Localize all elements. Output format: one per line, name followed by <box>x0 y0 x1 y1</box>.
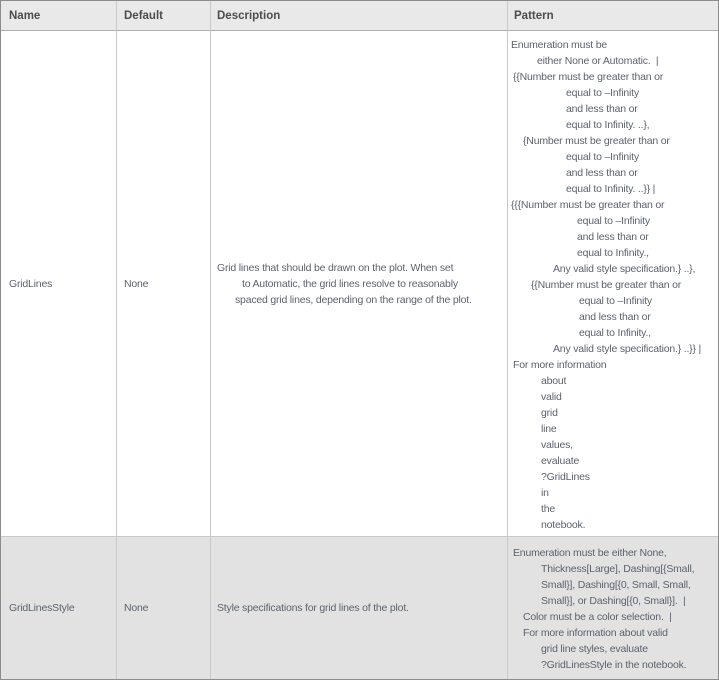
text-line: Grid lines that should be drawn on the plot. When set <box>217 261 454 274</box>
text-line: Small}], Dashing[{0, Small, Small, <box>541 579 691 591</box>
row-gridlinesstyle-pattern-cell <box>507 536 719 679</box>
option-description <box>217 260 507 308</box>
text-line: Thickness[Large], Dashing[{Small, <box>541 563 695 575</box>
text-line: notebook. <box>541 519 586 531</box>
text-line: ?GridLines <box>541 471 590 483</box>
text-line: equal to Infinity. ..}} | <box>566 183 656 195</box>
text-line: about <box>541 375 567 387</box>
column-header-default-label: Default <box>124 9 163 22</box>
text-line: Enumeration must be <box>511 39 608 51</box>
text-line: and less than or <box>566 167 638 179</box>
option-name: GridLines <box>9 277 53 290</box>
text-line: line <box>541 423 557 435</box>
option-pattern <box>511 545 715 673</box>
column-header-pattern <box>507 1 719 31</box>
row-gridlinesstyle-description-cell <box>210 536 507 679</box>
row-gridlinesstyle-default-cell <box>116 536 210 679</box>
text-line: equal to –Infinity <box>579 295 652 307</box>
text-line: equal to –Infinity <box>566 87 639 99</box>
row-gridlines-description-cell <box>210 31 507 536</box>
column-header-description-label: Description <box>217 9 281 22</box>
option-pattern <box>511 37 715 533</box>
text-line: equal to Infinity., <box>579 327 651 339</box>
text-line: {{Number must be greater than or <box>531 279 682 291</box>
text-line: evaluate <box>541 455 580 467</box>
column-header-pattern-label: Pattern <box>514 9 554 22</box>
text-line: For more information about valid <box>523 627 668 639</box>
column-header-default <box>116 1 210 31</box>
option-description <box>217 600 507 616</box>
text-line: Any valid style specification.} ..}, <box>553 263 696 275</box>
text-line: spaced grid lines, depending on the range of the plot. <box>235 293 472 306</box>
option-default-value: None <box>124 602 149 614</box>
text-line: the <box>541 503 555 515</box>
text-line: either None or Automatic. | <box>537 55 659 67</box>
text-line: equal to –Infinity <box>577 215 650 227</box>
text-line: and less than or <box>566 103 638 115</box>
text-line: {Number must be greater than or <box>523 135 670 147</box>
text-line: in <box>541 487 549 499</box>
column-header-name-label: Name <box>9 9 41 22</box>
column-header-name <box>1 1 116 31</box>
text-line: and less than or <box>577 231 649 243</box>
text-line: ?GridLinesStyle in the notebook. <box>541 659 687 671</box>
row-gridlines-pattern-cell <box>507 31 719 536</box>
option-default-value: None <box>124 277 149 290</box>
text-line: and less than or <box>579 311 651 323</box>
text-line: equal to Infinity., <box>577 247 649 259</box>
row-gridlines-name-cell <box>1 31 116 536</box>
text-line: grid line styles, evaluate <box>541 643 648 655</box>
text-line: Style specifications for grid lines of the plot. <box>217 602 409 614</box>
text-line: {{Number must be greater than or <box>513 71 664 83</box>
text-line: to Automatic, the grid lines resolve to reasonably <box>242 277 458 290</box>
text-line: For more information <box>513 359 607 371</box>
text-line: {{{Number must be greater than or <box>511 199 665 211</box>
text-line: Small}], or Dashing[{0, Small}]. | <box>541 595 686 607</box>
text-line: Enumeration must be either None, <box>513 547 667 559</box>
text-line: equal to –Infinity <box>566 151 639 163</box>
option-name: GridLinesStyle <box>9 602 75 614</box>
text-line: Color must be a color selection. | <box>523 611 672 623</box>
text-line: Any valid style specification.} ..}} | <box>553 343 702 355</box>
text-line: equal to Infinity. ..}, <box>566 119 650 131</box>
row-gridlines-default-cell <box>116 31 210 536</box>
column-header-description <box>210 1 507 31</box>
text-line: grid <box>541 407 558 419</box>
row-gridlinesstyle-name-cell <box>1 536 116 679</box>
text-line: valid <box>541 391 562 403</box>
text-line: values, <box>541 439 573 451</box>
